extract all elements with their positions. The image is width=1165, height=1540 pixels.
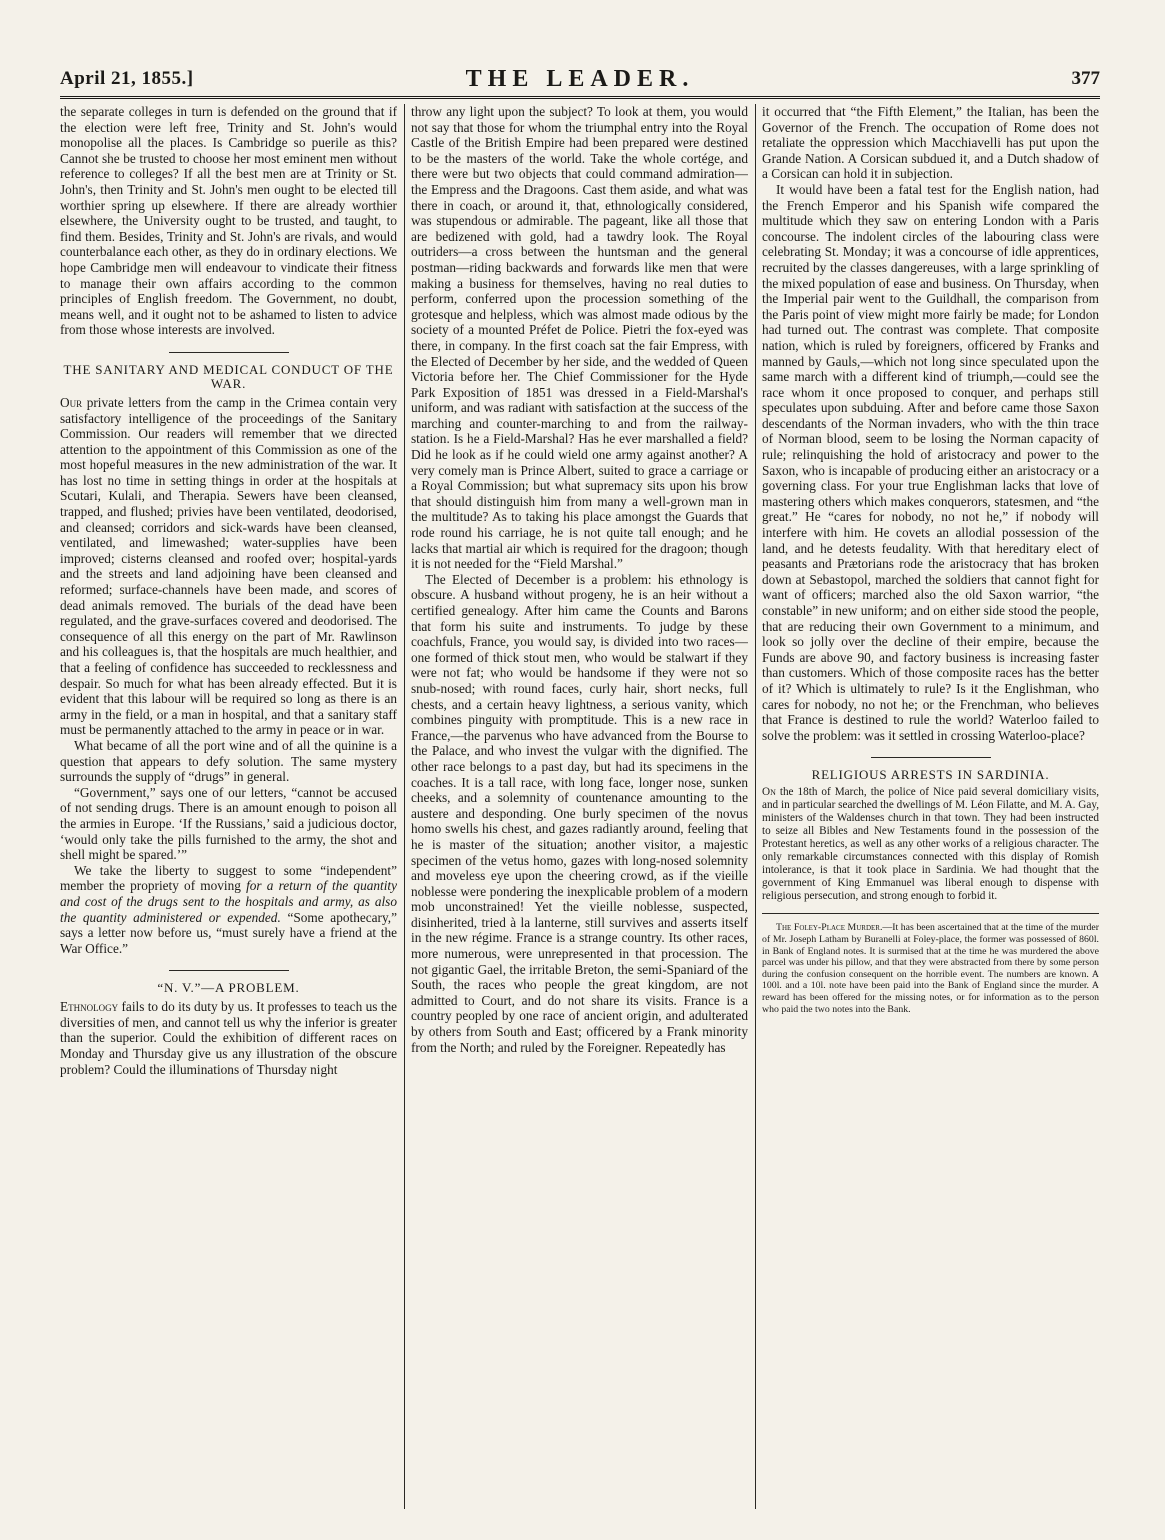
column-rule [404, 104, 405, 1509]
lead-word: Ethnology [60, 999, 119, 1015]
lead-word: Our [60, 394, 83, 410]
masthead [60, 62, 1100, 99]
paragraph: the separate colleges in turn is defended on the ground that if the election were left free, Trinity and St. John's would monopolise all the places. Is Cambridge so puerile as this? Cannot she be trusted to choose her most eminent men without reference to colleges? If all the best men are at Trinity or St. John's, then Trinity and St. John's men ought to be elected till worthier spring up elsewhere. If there are already worthier elsewhere, the University ought to be trusted, and taught, to find them. Besides, Trinity and St. John's are rivals, and would counterbalance each other, as they do in ordinary elections. We hope Cambridge men will endeavour to vindicate their fitness to manage their own affairs according to the common principles of English freedom. The Government, no doubt, means well, and it ought not to be ashamed to listen to advice from those whose interests are involved. [60, 104, 397, 338]
paragraph: “Government,” says one of our letters, “cannot be accused of not sending drugs. There is an amount enough to poison all the armies in Europe. ‘If the Russians,’ said a judicious doctor, ‘would only take the pills furnished to the army, the shot and shell might be spared.’” [60, 784, 397, 863]
paragraph [60, 999, 397, 1077]
paragraph: throw any light upon the subject? To look at them, you would not say that those for whom the triumphal entry into the Royal Castle of the British Empire had been prepared were destined to be the masters of the world. Take the whole cortége, and there were but two objects that could command admiration—the Empress and the Dragoons. Cast them aside, and what was there in coach, or around it, that, ethnologically considered, was stupendous or admirable. The pageant, like all those that are bedizened with gold, had a tawdry look. The Royal outriders—a cross between the huntsman and the general postman—riding backwards and forwards like men that were making a business for themselves, having no real duties to perform, conferred upon the procession something of the grotesque and helpless, which was almost made odious by the society of a mounted Préfet de Police. Pietri the fox-eyed was there, in company. In the first coach sat the fair Empress, with the Elected of December by her side, and the wedded of Queen Victoria before her. The Chief Commissioner for the Hyde Park Exposition of 1851 was dressed in a Field-Marshal's uniform, and was radiant with satisfaction at the success of the marching and counter-marching to and from the railway-station. Is he a Field-Marshal? Has he ever marshalled a field? Did he look as if he could wield one army against another? A very comely man is Prince Albert, suited to grace a carriage or a Royal Commission; but what supremacy sits upon his brow that should distinguish him from many a well-grown man in the multitude? As to taking his place amongst the Guards that rode round his carriage, he is not quite tall enough; and he lacks that martial air which is required for the dragoon; though it is not needed for the “Field Marshal.” [411, 104, 748, 572]
paragraph [762, 786, 1099, 903]
column-3 [762, 104, 1099, 1524]
paragraph: The Elected of December is a problem: his ethnology is obscure. A husband without progeny, he is an heir without a certified genealogy. After him came the Counts and Barons that form his suite and instruments. To judge by these coachfuls, France, you would say, is divided into two races—one formed of thick stout men, who would be stalwart if they were not fat; who would be handsome if they were not so snub-nosed; with round faces, curly hair, short necks, full chests, and a certain heavy lightness, a serious vanity, which combines pinguity with promptitude. This is a new race in France,—the parvenus who have advanced from the Bourse to the Palace, and who invest the vulgar with the dignified. The other race belongs to a past day, but had its specimens in the coaches. It is a tall race, with long face, longer nose, sunken cheeks, and a solemnity of countenance amounting to the austere and desponding. One burly specimen of the novus homo swells his chest, and gazes radiantly around, feeling that he is master of the situation; another visitor, a majestic specimen of the vetus homo, gazes with long-nosed solemnity and moveless eye upon the cheering crowd, as if the vieille noblesse were pondering the inexplicable problem of a modern mob unconstrained! Yet the vieille noblesse, suspected, disinherited, tried à la lanterne, still survives and asserts itself in the new régime. France is a strange country. Its other races, more numerous, were unrepresented in that procession. The not gigantic Gael, the irritable Breton, the semi-Spaniard of the South, the races who people the great kingdom, are not admitted to Court, and do not share its visits. France is a country peopled by one race of ancient origin, and adulterated by others from South and East; officered by a Frank minority from the North; and ruled by the Foreigner. Repeatedly has [411, 571, 748, 1055]
column-rule [755, 104, 756, 1509]
paragraph-text: —It has been ascertained that at the time of the murder of Mr. Joseph Latham by Buranelli at Foley-place, the former was possessed of 860l. in Bank of England notes. It is surmised that at the time he was murdered the above parcel was under his pillow, and that they were abstracted from there by some person during the confusion consequent on the horrible event. The numbers are known. A 100l. and a 10l. note have been paid into the Bank of England since the murder. A reward has been offered for the missing notes, or for information as to the person who paid the two notes into the Bank. [762, 922, 1099, 1015]
article-heading-problem: “N. V.”—A PROBLEM. [157, 980, 300, 996]
section-divider [169, 970, 289, 971]
issue-date: April 21, 1855.] [60, 68, 194, 89]
paragraph-text: We take the liberty to suggest to some “independent” member the propriety of moving [60, 862, 397, 894]
paragraph-text: “Some apothecary,” says a letter now before us, “must surely have a friend at the War Office.” [60, 909, 397, 956]
italic-text: for a return of the quantity and cost of the drugs sent to the hospitals and army, as also the quantity administered or expended. [60, 878, 397, 925]
paragraph: It would have been a fatal test for the English nation, had the French Emperor and his Spanish wife compared the multitude which they saw on entering London with a Paris concourse. The indolent circles of the labouring class were celebrating St. Monday; it was a concourse of idle apprentices, recruited by the classes dangereuses, with a large sprinkling of the mixed population of ease and business. On Thursday, when the Imperial pair went to the Guildhall, the comparison from the Paris point of view might more fairly be made; for London had turned out. The contrast was complete. That composite nation, which is ruled by foreigners, officered by Franks and manned by Gauls,—which not long since speculated upon the same march with a different kind of triumph,—could see the race whom it once proposed to conquer, and perhaps still speculates upon subduing. After and before came those Saxon descendants of the Norman invaders, who with the thin trace of Norman blood, seem to be losing the Norman capacity of rule; relinquishing the hold of aristocracy and power to the Saxon, who is incapable of producing either an aristocracy or a governing class. For your true Englishman lacks that love of mastering others which makes conquerors, statesmen, and “the great.” He “cares for nobody, no not he,” if nobody will interfere with him. He covets an allodial possession of the land, and he detests feudality. With that hereditary elect of peasants and Prætorians rode the aristocracy that has broken down at Sebastopol, marched the soldiers that cannot fight for want of officers; marched also the old Saxon warrior, “the constable” in new uniform; and on either side stood the people, that are reducing their own Government to a minimum, and look so jolly over the decline of their empire, because the Funds are above 90, and factory business is increasing faster than customers. Which of those composite races has the better of it? Which is ultimately to rule? Is it the Englishman, who cares for nobody, no not he; or the Frenchman, who believes that France is destined to rule the world? Waterloo failed to solve the problem: was it settled in crossing Waterloo-place? [762, 181, 1099, 743]
section-divider [169, 352, 289, 353]
page-number: 377 [1071, 68, 1100, 89]
paragraph: it occurred that “the Fifth Element,” the Italian, has been the Governor of the French. The occupation of Rome does not retaliate the oppression which Macchiavelli has put upon the Grande Nation. A Corsican subdued it, and a Dutch shadow of a Corsican can hold it in subjection. [762, 104, 1099, 182]
paragraph [60, 863, 397, 957]
column-1 [60, 104, 397, 1524]
paragraph-text: private letters from the camp in the Crimea contain very satisfactory intelligence of the proceedings of the Sanitary Commission. Our readers will remember that we directed attention to the appointment of this Commission as one of the most hopeful measures in the new administration of the war. It has lost no time in setting things in order at the hospitals at Scutari, Kulali, and Therapia. Sewers have been cleansed, trapped, and flushed; privies have been ventilated, deodorised, and cleansed; corridors and sick-wards have been cleansed, ventilated, and limewashed; water-supplies have been improved; cisterns cleansed and roofed over; hospital-yards and the streets and land adjoining have been cleansed and reformed; surface-channels have been made, and scores of dead animals removed. The burials of the dead have been regulated, and the grave-surfaces covered and deodorised. The consequence of all this energy on the part of Mr. Rawlinson and his colleagues is, that the hospitals are much healthier, and that a feeling of confidence has succeeded to recklessness and despair. So much for what has been already effected. But it is evident that this labour will be required so long as there is an army in the field, or a man in hospital, and that a sanitary staff must be permanently attached to the army in peace or in war. [60, 394, 397, 738]
paragraph [60, 395, 397, 738]
paragraph-text: the 18th of March, the police of Nice paid several domiciliary visits, and in particular searched the dwellings of M. Léon Filatte, and M. A. Gay, ministers of the Waldenses church in that town. They had been instructed to seize all Bibles and New Testaments found in the possession of the Protestant heretics, as well as any other works of a religious character. The only remarkable circumstances connected with this display of Romish intolerance, is that it took place in Sardinia. We had thought that the government of King Emmanuel was liberal enough to dispense with religious persecution, and strong enough to forbid it. [762, 786, 1099, 903]
newspaper-title: THE LEADER. [465, 66, 695, 92]
paragraph [762, 922, 1099, 1015]
lead-word: On [762, 786, 776, 799]
article-heading-sanitary: THE SANITARY AND MEDICAL CONDUCT OF THE WAR. [63, 361, 394, 391]
section-divider [871, 757, 991, 758]
paragraph-text: fails to do its duty by us. It professes to teach us the diversities of men, and cannot tell us why the inferior is greater than the superior. Could the exhibition of different races on Monday and Thursday give us any illustration of the obscure problem? Could the illuminations of Thursday night [60, 999, 397, 1077]
article-heading-sardinia: RELIGIOUS ARRESTS IN SARDINIA. [811, 767, 1050, 783]
lead-word: The Foley-Place Murder. [776, 922, 883, 934]
column-2 [411, 104, 748, 1524]
section-divider [762, 913, 1099, 914]
paragraph: What became of all the port wine and of all the quinine is a question that appears to defy solution. The same mystery surrounds the supply of “drugs” in general. [60, 737, 397, 785]
